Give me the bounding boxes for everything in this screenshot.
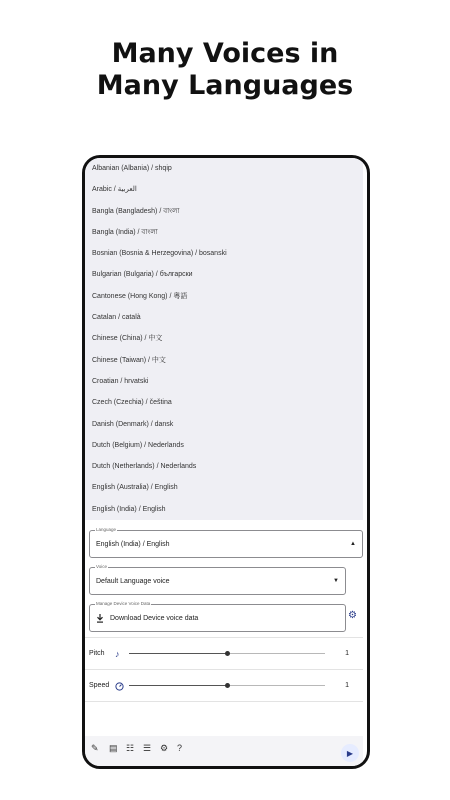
device-voice-data-label: Manage Device Voice Data	[96, 601, 151, 606]
list-icon[interactable]: ☰	[143, 743, 152, 753]
language-option[interactable]: English (India) / English	[92, 505, 166, 513]
headline-line-2: Many Languages	[96, 70, 354, 101]
caret-down-icon: ▼	[333, 578, 339, 584]
speed-value: 1	[345, 682, 349, 689]
edit-icon[interactable]: ✎	[91, 743, 99, 753]
pitch-row	[85, 639, 363, 669]
language-option[interactable]: English (Australia) / English	[92, 484, 178, 492]
pitch-value: 1	[345, 650, 349, 657]
document-icon[interactable]: ▤	[109, 743, 118, 753]
speed-slider[interactable]	[129, 685, 325, 686]
divider	[85, 637, 363, 638]
pitch-label: Pitch	[89, 650, 105, 657]
bottom-toolbar	[85, 736, 363, 766]
language-option[interactable]: Czech (Czechia) / čeština	[92, 399, 172, 407]
headline-line-1: Many Voices in	[111, 38, 339, 69]
language-option[interactable]: Cantonese (Hong Kong) / 粵語	[92, 292, 188, 300]
voice-select-value: Default Language voice	[96, 577, 170, 585]
divider	[85, 701, 363, 702]
language-option[interactable]: Bangla (Bangladesh) / বাংলা	[92, 207, 180, 215]
language-option[interactable]: Bangla (India) / বাংলা	[92, 228, 158, 236]
language-select-value: English (India) / English	[96, 540, 170, 548]
phone-frame	[82, 155, 370, 769]
speed-slider-fill	[129, 685, 227, 686]
language-option[interactable]: Catalan / català	[92, 314, 141, 322]
divider	[85, 669, 363, 670]
download-device-voice-label: Download Device voice data	[110, 614, 199, 622]
language-option[interactable]: Dutch (Belgium) / Nederlands	[92, 441, 184, 449]
headline	[0, 38, 450, 102]
voice-settings-gear-icon[interactable]: ⚙	[348, 610, 357, 621]
pitch-slider[interactable]	[129, 653, 325, 654]
device-voice-data-value	[96, 605, 198, 631]
settings-icon[interactable]: ⚙	[160, 743, 169, 753]
language-dropdown-list[interactable]	[85, 158, 363, 520]
voice-select-label: Voice	[96, 564, 108, 569]
language-option[interactable]: Arabic / العربية	[92, 186, 137, 194]
music-note-icon: ♪	[115, 649, 120, 659]
speed-label: Speed	[89, 682, 110, 689]
device-voice-data-field[interactable]	[89, 601, 346, 632]
language-option[interactable]: Danish (Denmark) / dansk	[92, 420, 174, 428]
voice-select[interactable]	[89, 564, 346, 595]
help-icon[interactable]: ?	[177, 743, 183, 753]
language-option[interactable]: Chinese (China) / 中文	[92, 335, 163, 343]
language-option[interactable]: Croatian / hrvatski	[92, 377, 149, 385]
language-option[interactable]: Bulgarian (Bulgaria) / български	[92, 271, 193, 279]
language-select-label: Language	[96, 527, 117, 532]
download-icon	[96, 614, 104, 623]
pitch-slider-thumb[interactable]	[225, 651, 230, 656]
play-icon: ▶	[346, 748, 354, 758]
language-select[interactable]	[89, 527, 363, 558]
pitch-slider-fill	[129, 653, 227, 654]
language-option[interactable]: Bosnian (Bosnia & Herzegovina) / bosanski	[92, 250, 227, 258]
speed-slider-thumb[interactable]	[225, 683, 230, 688]
language-option[interactable]: Chinese (Taiwan) / 中文	[92, 356, 166, 364]
notes-icon[interactable]: ☷	[126, 743, 135, 753]
speedometer-icon	[115, 671, 124, 701]
play-fab-button[interactable]	[341, 744, 359, 762]
language-option[interactable]: Albanian (Albania) / shqip	[92, 165, 172, 172]
language-option[interactable]: Dutch (Netherlands) / Nederlands	[92, 463, 197, 471]
caret-up-icon: ▲	[350, 541, 356, 547]
speed-row	[85, 671, 363, 701]
